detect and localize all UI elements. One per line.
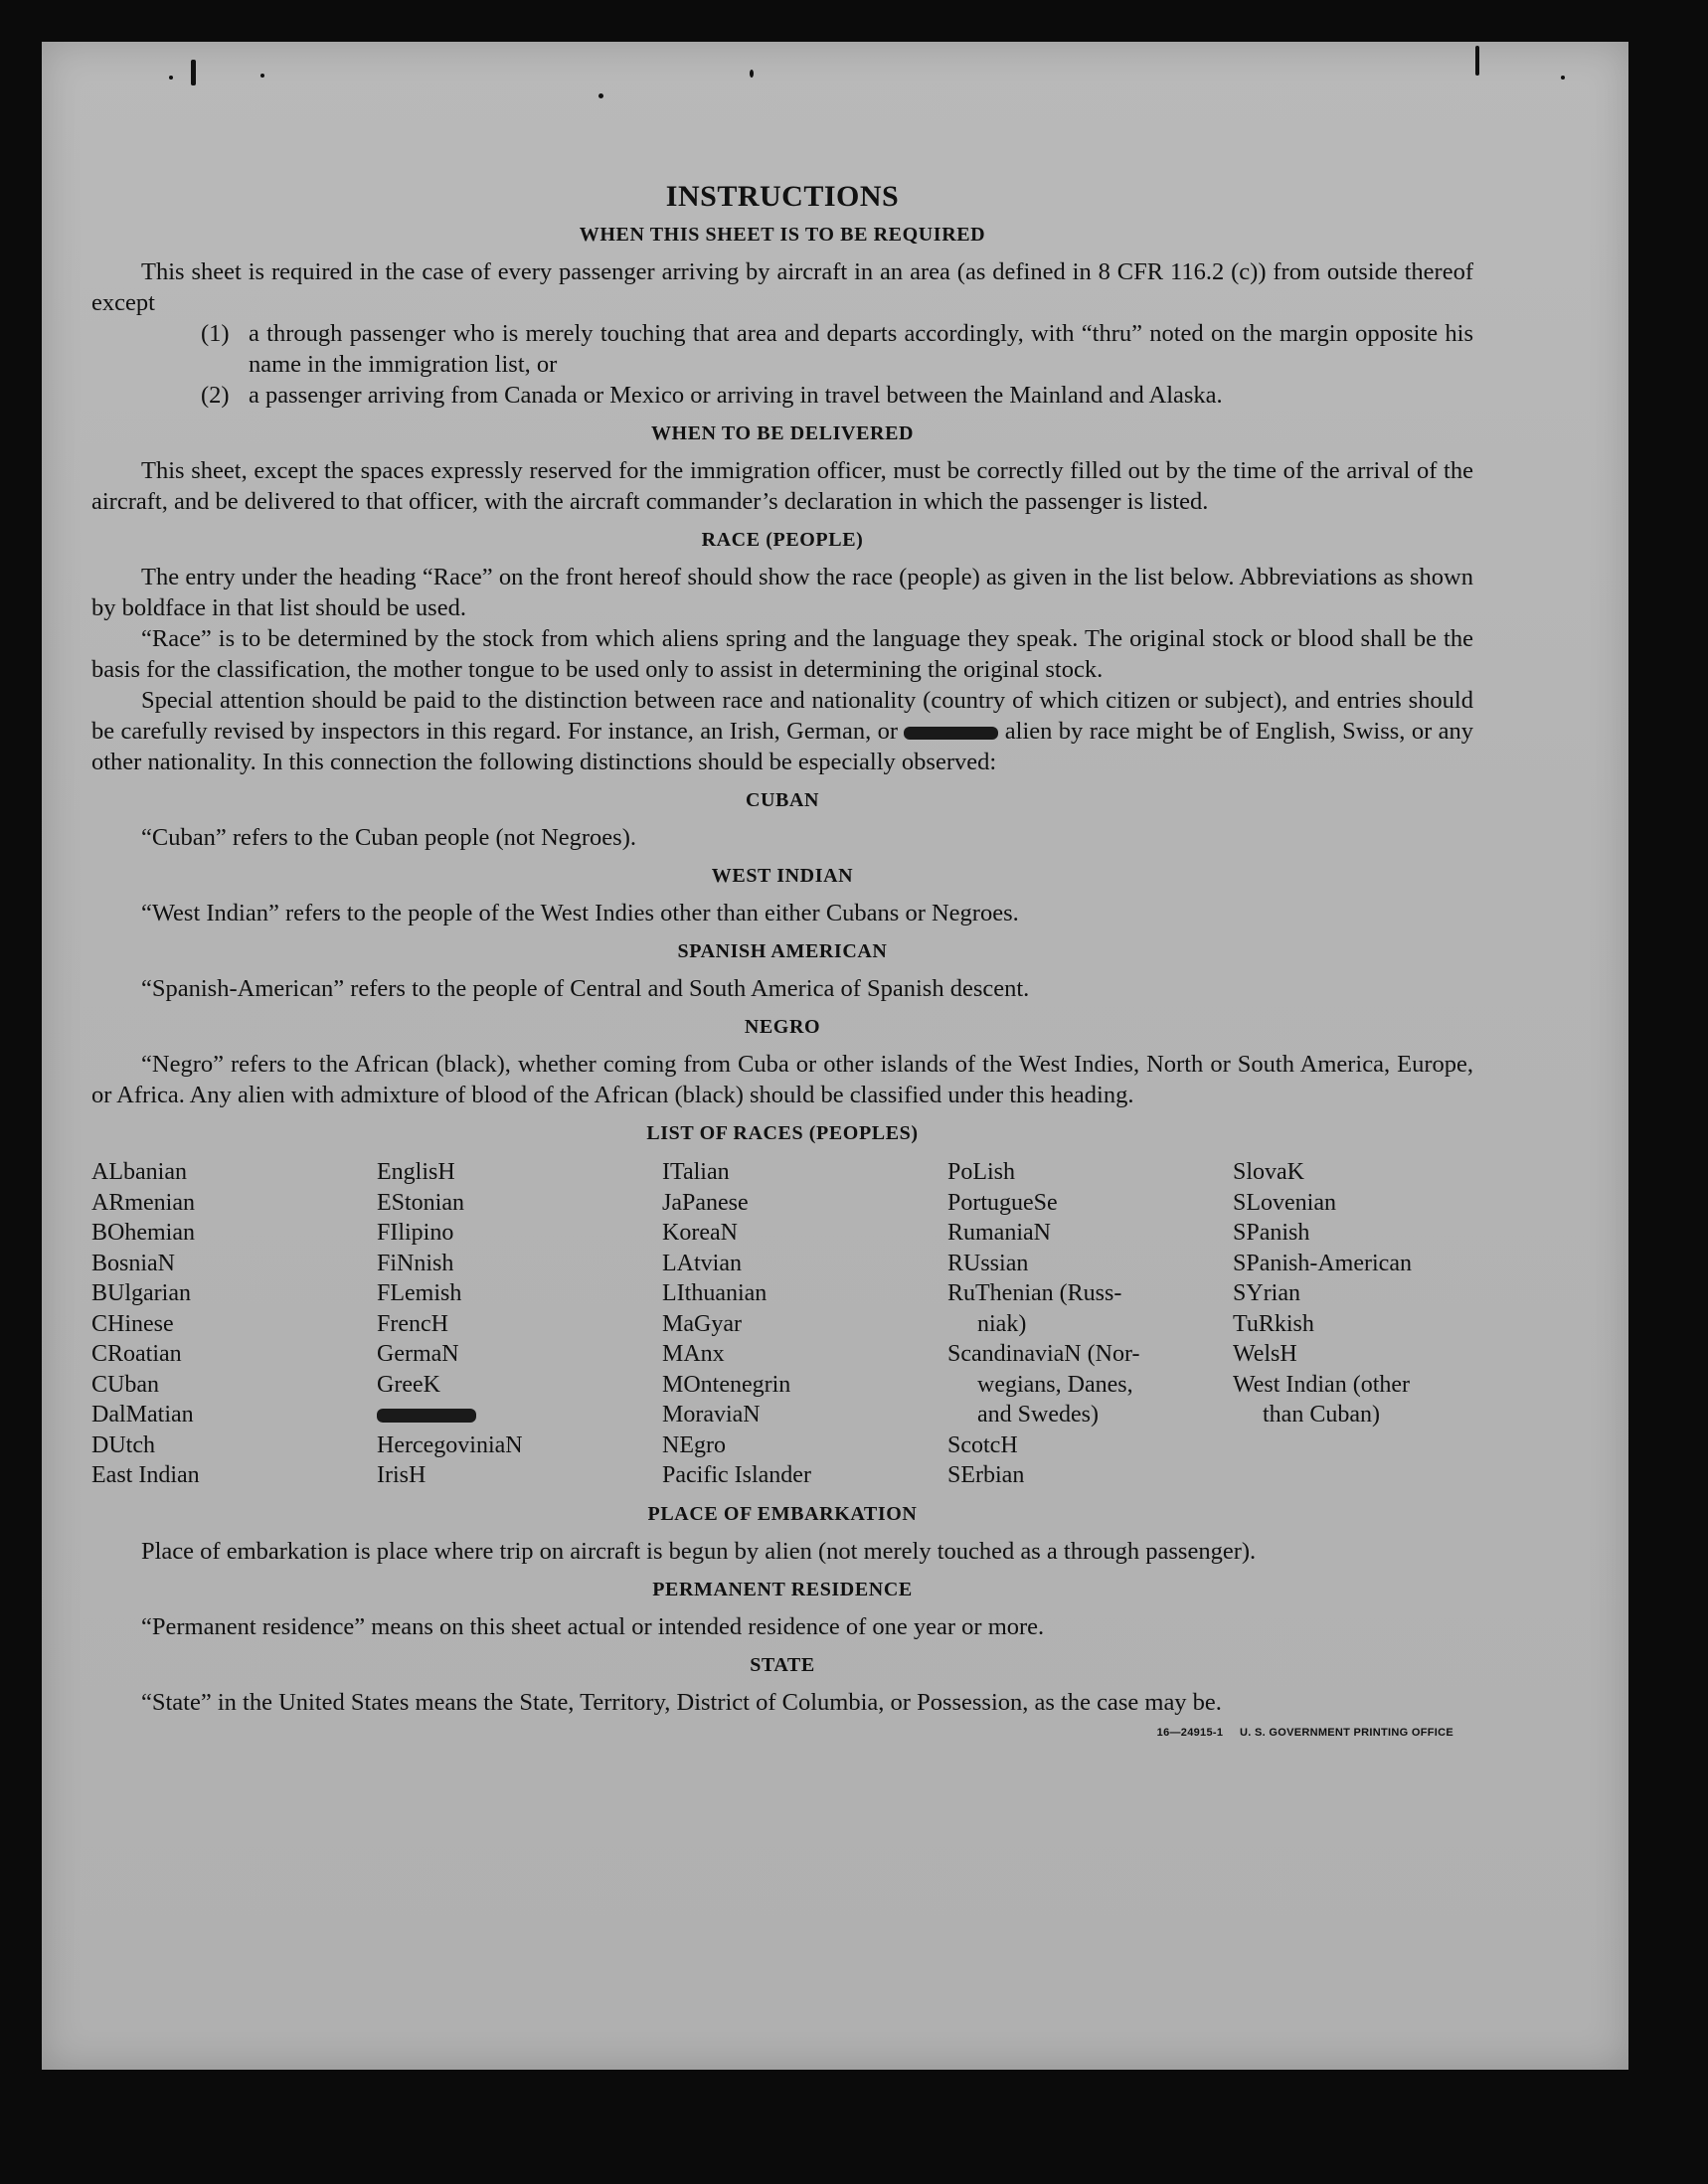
races-column-2 <box>377 1157 662 1491</box>
race-item: CRoatian <box>91 1341 182 1367</box>
form-number: 16—24915-1 <box>1156 1726 1224 1739</box>
state-text: “State” in the United States means the State, Territory, District of Columbia, or Possession, as the case may be. <box>141 1688 1222 1716</box>
exception-text: a through passenger who is merely touching that area and departs accordingly, with “thru” noted on the margin opposite his name in the immigration list, or <box>249 320 1473 378</box>
heading-negro: NEGRO <box>744 1016 821 1038</box>
races-column-1 <box>91 1157 377 1491</box>
scan-speck <box>750 70 754 78</box>
race-item: FIlipino <box>377 1220 454 1246</box>
residence-text: “Permanent residence” means on this sheet actual or intended residence of one year or more. <box>141 1612 1045 1640</box>
redaction-mark <box>377 1409 476 1423</box>
heading-cuban: CUBAN <box>745 789 820 811</box>
race-item: SPanish-American <box>1233 1250 1412 1276</box>
race-paragraph-3-start: Special attention should be paid to the distinction between race and nationality (country of which citizen or subject), and entries should be carefully revised by inspectors in this regard. For instance, an Irish, German, or <box>91 687 1473 745</box>
race-paragraph-3 <box>91 685 1473 777</box>
scan-speck <box>169 76 173 80</box>
race-item: FrencH <box>377 1310 448 1337</box>
races-column-5 <box>1233 1157 1491 1491</box>
race-item: JaPanese <box>662 1189 749 1216</box>
heading-when-delivered: WHEN TO BE DELIVERED <box>650 422 915 444</box>
west-indian-text: “West Indian” refers to the people of the West Indies other than either Cubans or Negroes. <box>141 900 1019 926</box>
race-item: MaGyar <box>662 1310 742 1337</box>
race-item: MOntenegrin <box>662 1371 791 1398</box>
spanish-american-text: “Spanish-American” refers to the people of Central and South America of Spanish descent. <box>141 975 1030 1002</box>
race-paragraph-3-end: alien by race might be of English, Swiss, or any other nationality. In this connection the following distinctions should be especially observed: <box>91 718 1473 775</box>
heading-when-required: WHEN THIS SHEET IS TO BE REQUIRED <box>579 224 986 246</box>
race-item: DUtch <box>91 1431 155 1458</box>
race-item: TuRkish <box>1233 1310 1314 1337</box>
race-item: DalMatian <box>91 1402 194 1428</box>
race-item: FLemish <box>377 1280 462 1306</box>
document-page <box>42 42 1628 2070</box>
race-item: EnglisH <box>377 1159 455 1185</box>
race-item: ARmenian <box>91 1189 195 1216</box>
race-item: CUban <box>91 1371 159 1398</box>
when-delivered-text: This sheet, except the spaces expressly reserved for the immigration officer, must be correctly filled out by the time of the arrival of the aircraft, and be delivered to that officer, with the aircraft commander’s declaration in which the passenger is listed. <box>91 457 1473 515</box>
race-item: SlovaK <box>1233 1159 1304 1185</box>
race-item: LAtvian <box>662 1250 742 1276</box>
race-item-continued: wegians, Danes, <box>977 1371 1133 1398</box>
race-item: West Indian (other <box>1233 1371 1411 1398</box>
race-item: SErbian <box>947 1462 1025 1488</box>
race-item: GreeK <box>377 1371 440 1398</box>
race-item: KoreaN <box>662 1220 738 1246</box>
race-item: ScotcH <box>947 1431 1018 1458</box>
exception-number: (2) <box>201 382 230 409</box>
race-item: WelsH <box>1233 1341 1297 1367</box>
exception-text: a passenger arriving from Canada or Mexico or arriving in travel between the Mainland and Alaska. <box>249 382 1223 409</box>
redaction-mark <box>904 727 998 740</box>
race-item: SLovenian <box>1233 1189 1336 1216</box>
page-title: INSTRUCTIONS <box>665 180 900 213</box>
exception-item <box>201 380 1473 411</box>
race-item: ITalian <box>662 1159 730 1185</box>
heading-embarkation: PLACE OF EMBARKATION <box>647 1502 918 1525</box>
races-column-4 <box>947 1157 1233 1491</box>
heading-list-of-races: LIST OF RACES (PEOPLES) <box>646 1122 919 1144</box>
race-item-continued: than Cuban) <box>1263 1402 1380 1428</box>
races-list <box>91 1157 1473 1491</box>
race-item: ScandinaviaN (Nor- <box>947 1341 1140 1367</box>
race-paragraph-2: “Race” is to be determined by the stock from which aliens spring and the language they speak. The original stock or blood shall be the basis for the classification, the mother tongue to be used only to assist in determining the original stock. <box>91 625 1473 683</box>
race-item: GermaN <box>377 1341 459 1367</box>
scan-speck <box>1475 46 1479 76</box>
race-item: ALbanian <box>91 1159 187 1185</box>
race-item: PoLish <box>947 1159 1016 1185</box>
race-item: MoraviaN <box>662 1402 761 1428</box>
printer-name: U. S. GOVERNMENT PRINTING OFFICE <box>1240 1726 1453 1739</box>
race-item: BosniaN <box>91 1250 175 1276</box>
race-item-continued: and Swedes) <box>977 1402 1099 1428</box>
race-item: SPanish <box>1233 1220 1310 1246</box>
scan-speck <box>260 74 264 78</box>
negro-text: “Negro” refers to the African (black), whether coming from Cuba or other islands of the West Indies, North or South America, Europe, or Africa. Any alien with admixture of blood of the African (black) should be classified under this heading. <box>91 1051 1473 1108</box>
race-item: RuThenian (Russ- <box>947 1280 1122 1306</box>
exception-number: (1) <box>201 320 230 347</box>
race-item: FiNnish <box>377 1250 454 1276</box>
race-item: BUlgarian <box>91 1280 191 1306</box>
scan-speck <box>1561 76 1565 80</box>
exception-item <box>201 318 1473 380</box>
when-required-intro: This sheet is required in the case of every passenger arriving by aircraft in an area (as defined in 8 CFR 116.2 (c)) from outside thereof except <box>91 258 1473 316</box>
scan-speck <box>598 93 603 98</box>
heading-spanish-american: SPANISH AMERICAN <box>677 940 888 962</box>
race-item: SYrian <box>1233 1280 1300 1306</box>
race-item: East Indian <box>91 1462 200 1488</box>
race-item-redacted <box>377 1400 662 1430</box>
heading-state: STATE <box>750 1653 815 1676</box>
race-item: Pacific Islander <box>662 1462 811 1488</box>
heading-permanent-residence: PERMANENT RESIDENCE <box>652 1578 913 1600</box>
race-item: MAnx <box>662 1341 725 1367</box>
race-item: LIthuanian <box>662 1280 768 1306</box>
race-item: NEgro <box>662 1431 726 1458</box>
scan-speck <box>191 60 196 85</box>
embarkation-text: Place of embarkation is place where trip on aircraft is begun by alien (not merely touched as a through passenger). <box>141 1537 1257 1565</box>
printing-office-imprint <box>1157 1718 1453 1749</box>
race-item: BOhemian <box>91 1220 195 1246</box>
race-item-continued: niak) <box>977 1310 1027 1337</box>
footer <box>91 1718 1473 1749</box>
heading-race: RACE (PEOPLE) <box>701 529 864 551</box>
race-item: RUssian <box>947 1250 1029 1276</box>
cuban-text: “Cuban” refers to the Cuban people (not Negroes). <box>141 824 636 851</box>
race-item: RumaniaN <box>947 1220 1051 1246</box>
race-paragraph-1: The entry under the heading “Race” on the front hereof should show the race (people) as given in the list below. Abbreviations as shown by boldface in that list should be used. <box>91 564 1473 621</box>
race-item: HercegoviniaN <box>377 1431 523 1458</box>
race-item: EStonian <box>377 1189 464 1216</box>
races-column-3 <box>662 1157 947 1491</box>
instructions-body <box>91 181 1473 1749</box>
race-item: PortugueSe <box>947 1189 1058 1216</box>
heading-west-indian: WEST INDIAN <box>711 865 854 887</box>
race-item: IrisH <box>377 1462 427 1488</box>
race-item: CHinese <box>91 1310 174 1337</box>
